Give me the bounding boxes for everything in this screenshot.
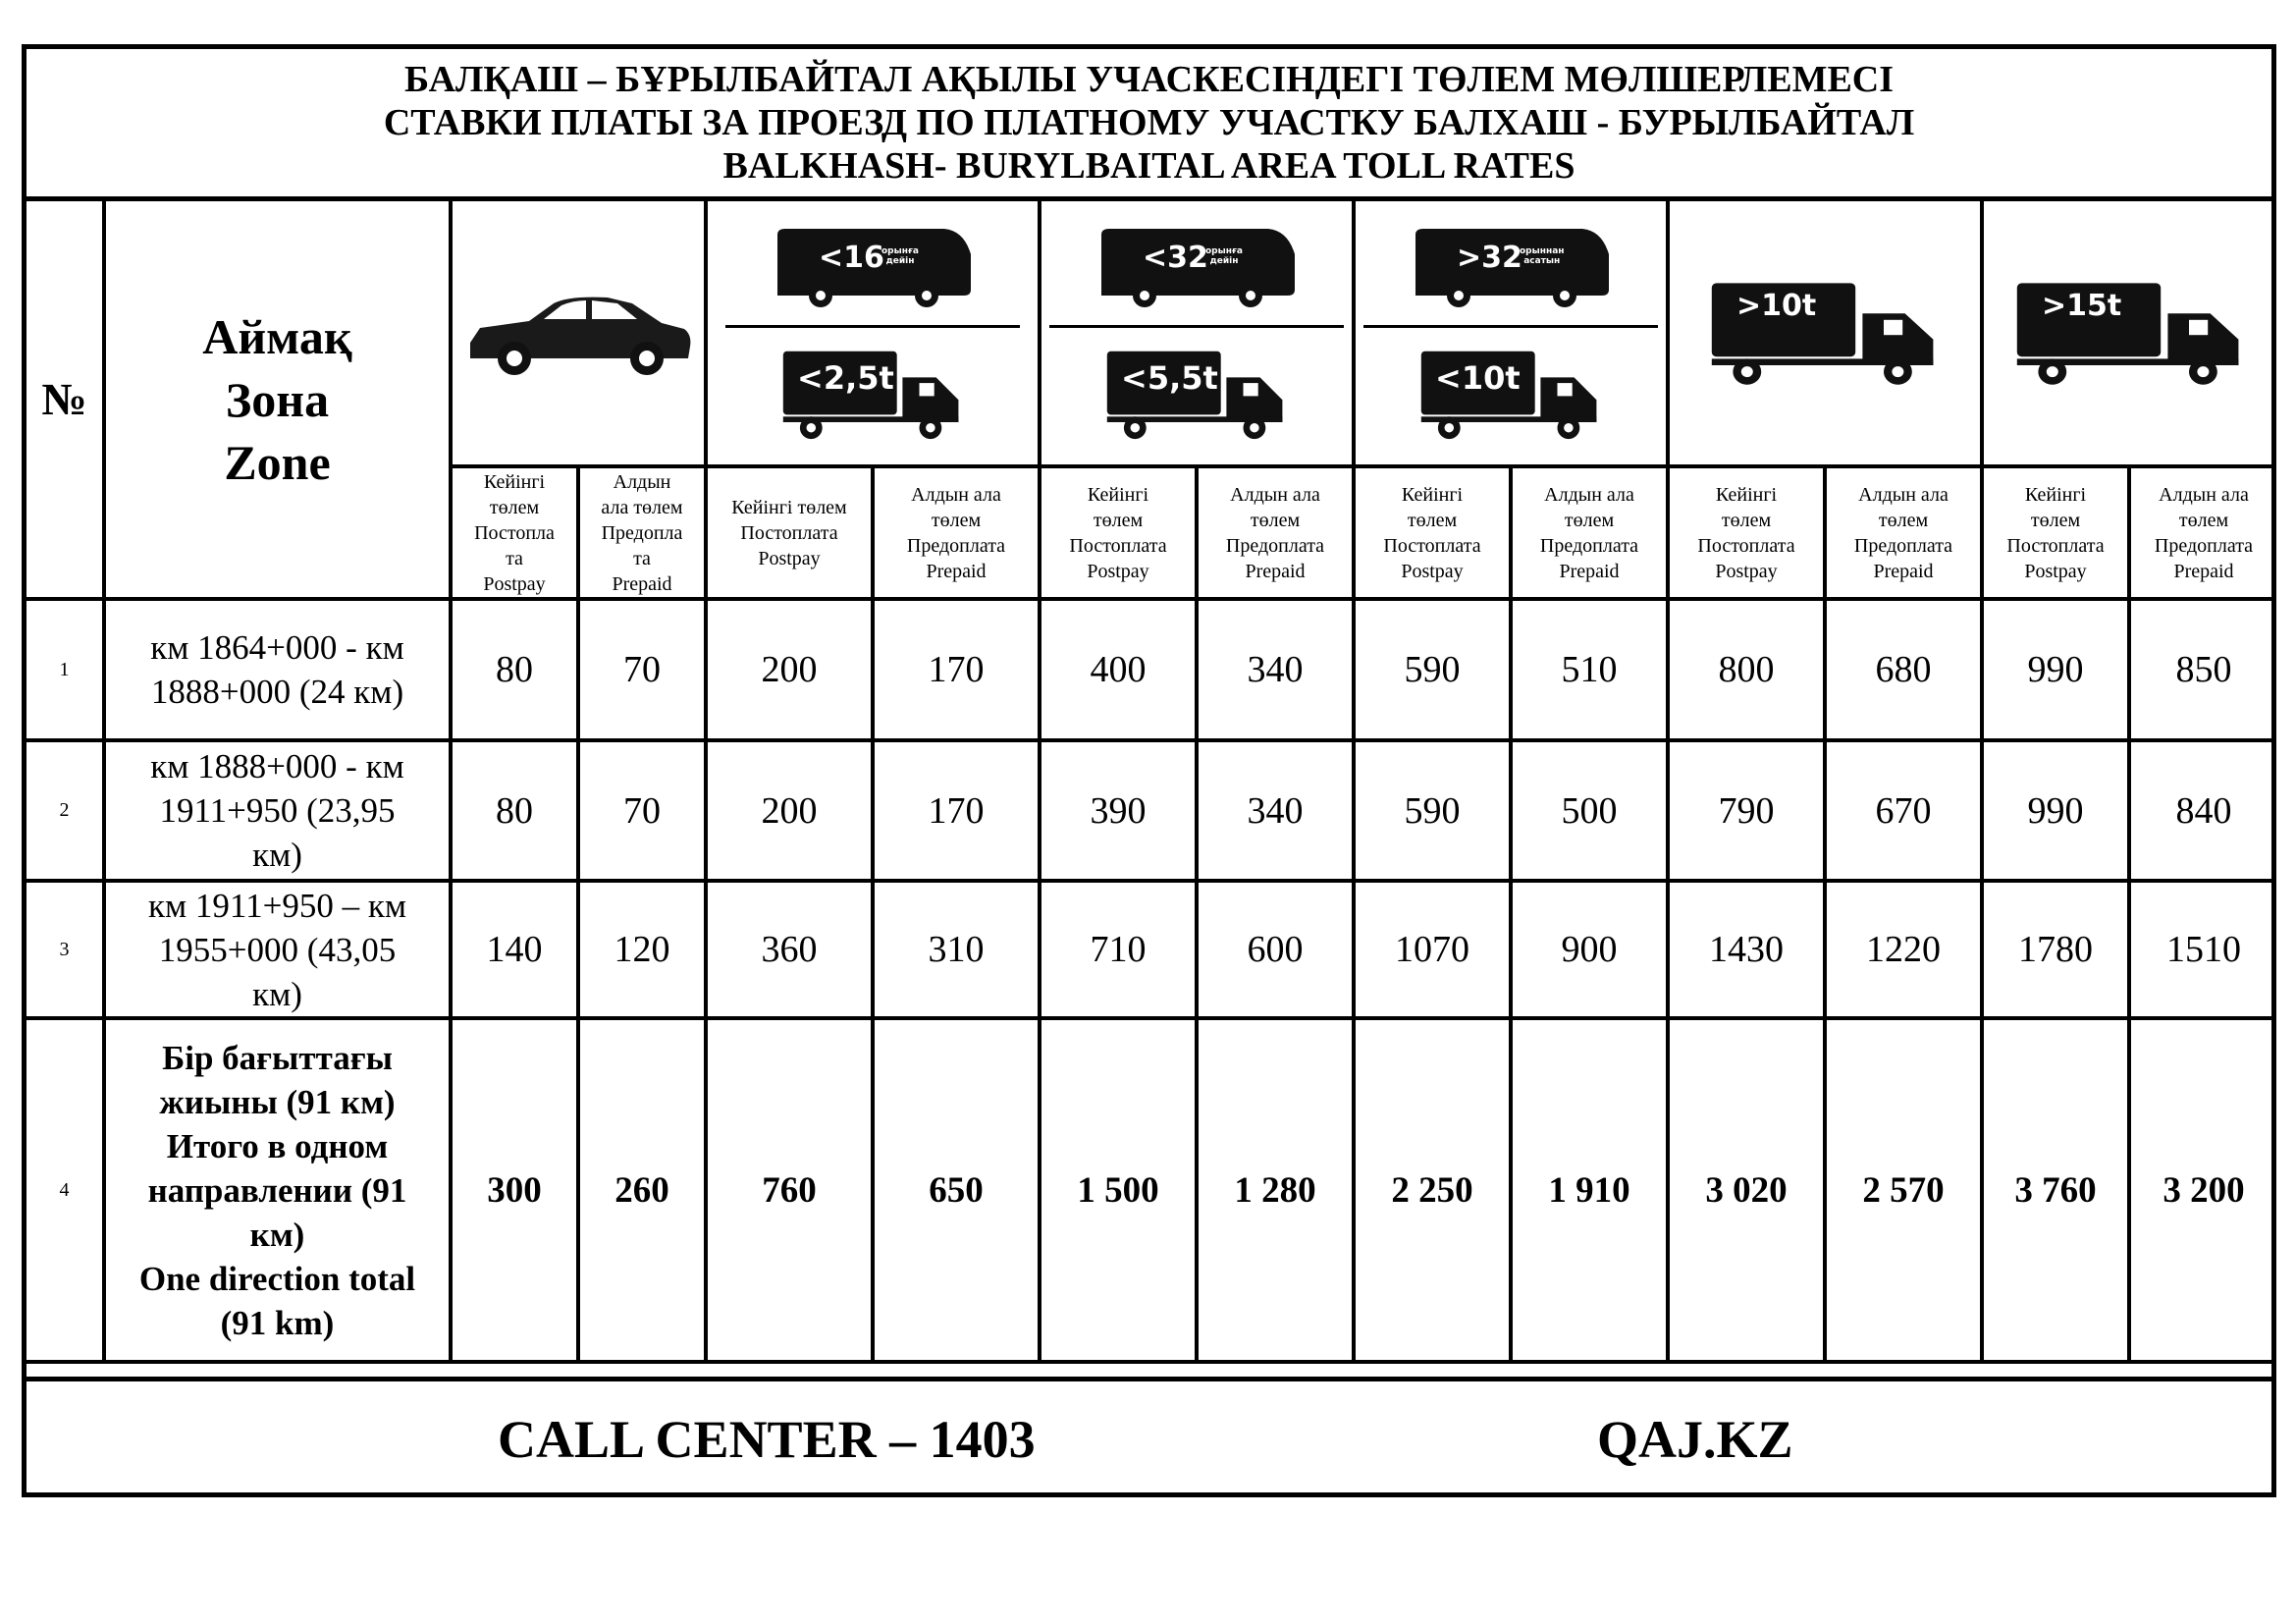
- zone-line: км 1864+000 - км: [150, 628, 404, 667]
- bus-seat-sub-line: дейін: [1209, 256, 1239, 266]
- truck-weight-label: <5,5t: [1121, 359, 1218, 397]
- postpay-header: [1668, 466, 1825, 599]
- bus-seat-sub-line: орынға: [1205, 246, 1243, 256]
- title-block: [27, 49, 2271, 201]
- vehicle-icons-group: [708, 225, 1038, 441]
- row-number: 2: [27, 740, 104, 881]
- bus-seat-sub: [881, 246, 919, 266]
- postpay-header: [1040, 466, 1197, 599]
- total-rate-cell: 2 250: [1354, 1018, 1511, 1362]
- truck-icon: [2012, 279, 2248, 387]
- vehicle-class-4: [1354, 201, 1668, 466]
- total-rate-cell: 2 570: [1825, 1018, 1982, 1362]
- prepaid-header: [873, 466, 1040, 599]
- payment-header-line: Предопла: [601, 521, 683, 544]
- total-rate-cell: 1 500: [1040, 1018, 1197, 1362]
- payment-header-line: төлем: [1564, 509, 1615, 531]
- rate-cell: 990: [1982, 740, 2129, 881]
- zone-header-line: Zone: [224, 434, 331, 490]
- bus-seat-sub-line: дейін: [885, 256, 915, 266]
- rate-cell: 710: [1040, 881, 1197, 1018]
- divider: [725, 325, 1020, 328]
- bus-seat-sub-line: орынға: [881, 246, 919, 256]
- rate-cell: 1070: [1354, 881, 1511, 1018]
- truck-icon: [1417, 348, 1604, 441]
- bus-seat-label: <16: [819, 241, 884, 275]
- payment-header-line: төлем: [1878, 509, 1929, 531]
- header-icons-row: [27, 201, 2276, 466]
- truck-weight-label: >15t: [2042, 289, 2122, 323]
- rate-cell: 590: [1354, 740, 1511, 881]
- bus-seat-sub-line: асатын: [1523, 256, 1561, 266]
- payment-header-line: Алдын ала: [2159, 483, 2249, 506]
- rate-cell: 170: [873, 740, 1040, 881]
- payment-header-line: Предоплата: [1225, 534, 1325, 557]
- title-russian: СТАВКИ ПЛАТЫ ЗА ПРОЕЗД ПО ПЛАТНОМУ УЧАСТКУ БАЛХАШ - БУРЫЛБАЙТАЛ: [383, 102, 1915, 143]
- payment-header-line: Постопла: [474, 521, 555, 544]
- zone-line: км): [252, 836, 302, 874]
- rate-cell: 120: [578, 881, 706, 1018]
- payment-header-line: Постоплата: [1383, 534, 1481, 557]
- rate-cell: 70: [578, 599, 706, 740]
- divider: [1049, 325, 1344, 328]
- payment-header-line: Кейінгі: [2024, 483, 2087, 506]
- payment-header-line: төлем: [2030, 509, 2081, 531]
- rate-cell: 200: [706, 599, 873, 740]
- payment-header-line: Prepaid: [1873, 560, 1934, 582]
- payment-header-line: Предоплата: [1853, 534, 1953, 557]
- payment-header-line: Prepaid: [1245, 560, 1306, 582]
- payment-header-line: ала төлем: [601, 496, 683, 518]
- zone-description: [104, 599, 451, 740]
- payment-header-line: Алдын ала: [1544, 483, 1634, 506]
- payment-header-line: Постоплата: [740, 521, 838, 544]
- rate-cell: 360: [706, 881, 873, 1018]
- prepaid-header: [1511, 466, 1668, 599]
- bus-seat-sub-line: орыннан: [1520, 246, 1565, 256]
- payment-header-line: Prepaid: [926, 560, 987, 582]
- payment-header-line: Кейінгі: [1401, 483, 1464, 506]
- total-rate-cell: 1 280: [1197, 1018, 1354, 1362]
- row-number: 4: [27, 1018, 104, 1362]
- total-rate-cell: 3 760: [1982, 1018, 2129, 1362]
- total-rate-cell: 3 020: [1668, 1018, 1825, 1362]
- rate-cell: 200: [706, 740, 873, 881]
- rate-cell: 70: [578, 740, 706, 881]
- payment-header-line: Postpay: [1401, 560, 1464, 582]
- truck-weight-label: >10t: [1736, 289, 1817, 323]
- bus-icon: [770, 225, 976, 311]
- vehicle-icons-group: [1356, 225, 1666, 441]
- payment-header-line: Алдын: [613, 470, 671, 493]
- bus-icon: [1408, 225, 1614, 311]
- zone-line: 1911+950 (23,95: [159, 791, 396, 830]
- vehicle-class-1: [451, 201, 706, 466]
- rate-cell: 340: [1197, 740, 1354, 881]
- payment-header-line: та: [633, 547, 651, 569]
- truck-weight-label: <2,5t: [797, 359, 894, 397]
- bus-icon: [1094, 225, 1300, 311]
- rate-cell: 510: [1511, 599, 1668, 740]
- rate-cell: 590: [1354, 599, 1511, 740]
- rate-cell: 670: [1825, 740, 1982, 881]
- postpay-header: [451, 466, 578, 599]
- total-rate-cell: 300: [451, 1018, 578, 1362]
- payment-header-line: Алдын ала: [1858, 483, 1949, 506]
- zone-line: Бір бағыттағы: [162, 1038, 393, 1077]
- rate-cell: 500: [1511, 740, 1668, 881]
- truck-weight-label: <10t: [1435, 359, 1521, 397]
- zone-header-line: Зона: [225, 371, 330, 427]
- rate-cell: 1220: [1825, 881, 1982, 1018]
- payment-header-line: Предоплата: [2154, 534, 2254, 557]
- title-english: BALKHASH- BURYLBAITAL AREA TOLL RATES: [722, 145, 1575, 187]
- payment-header-line: төлем: [1721, 509, 1772, 531]
- total-rate-cell: 260: [578, 1018, 706, 1362]
- rate-cell: 800: [1668, 599, 1825, 740]
- zone-line: (91 km): [220, 1303, 335, 1342]
- payment-header-line: Prepaid: [1559, 560, 1620, 582]
- payment-header-line: Алдын ала: [1230, 483, 1320, 506]
- zone-line: км 1888+000 - км: [150, 747, 404, 785]
- total-row: [27, 1018, 2276, 1362]
- zone-line: км 1911+950 – км: [148, 886, 406, 925]
- rate-cell: 850: [2129, 599, 2276, 740]
- rate-cell: 600: [1197, 881, 1354, 1018]
- zone-column-header: [104, 201, 451, 599]
- payment-header-line: Postpay: [1715, 560, 1778, 582]
- vehicle-class-5: [1668, 201, 1982, 466]
- payment-header-line: Postpay: [758, 547, 821, 569]
- postpay-header: [1982, 466, 2129, 599]
- zone-description: [104, 740, 451, 881]
- prepaid-header: [1825, 466, 1982, 599]
- zone-line: One direction total: [138, 1259, 416, 1298]
- payment-header-line: Postpay: [1087, 560, 1149, 582]
- call-center-text: CALL CENTER – 1403: [498, 1410, 1036, 1469]
- table-row: [27, 740, 2276, 881]
- total-rate-cell: 760: [706, 1018, 873, 1362]
- rate-cell: 900: [1511, 881, 1668, 1018]
- prepaid-header: [2129, 466, 2276, 599]
- total-rate-cell: 1 910: [1511, 1018, 1668, 1362]
- zone-line: направлении (91: [147, 1170, 407, 1210]
- truck-icon: [1103, 348, 1290, 441]
- payment-header-line: Кейінгі: [1087, 483, 1149, 506]
- payment-header-line: та: [506, 547, 523, 569]
- prepaid-header: [578, 466, 706, 599]
- payment-header-line: төлем: [1407, 509, 1458, 531]
- rate-cell: 80: [451, 599, 578, 740]
- payment-header-line: төлем: [489, 496, 540, 518]
- payment-header-line: төлем: [1093, 509, 1144, 531]
- payment-header-line: Кейінгі: [483, 470, 546, 493]
- payment-header-line: Postpay: [483, 572, 546, 595]
- bus-seat-label: <32: [1143, 241, 1208, 275]
- rate-cell: 310: [873, 881, 1040, 1018]
- zone-total-description: [104, 1018, 451, 1362]
- payment-header-line: Алдын ала: [911, 483, 1001, 506]
- rate-cell: 990: [1982, 599, 2129, 740]
- zone-line: 1955+000 (43,05: [158, 930, 397, 969]
- rate-cell: 840: [2129, 740, 2276, 881]
- vehicle-class-6: [1982, 201, 2276, 466]
- zone-line: км): [252, 974, 302, 1013]
- row-number: 1: [27, 599, 104, 740]
- rate-cell: 340: [1197, 599, 1354, 740]
- rate-cell: 390: [1040, 740, 1197, 881]
- payment-header-line: төлем: [2178, 509, 2229, 531]
- total-rate-cell: 3 200: [2129, 1018, 2276, 1362]
- vehicle-class-3: [1040, 201, 1354, 466]
- rate-cell: 140: [451, 881, 578, 1018]
- zone-header-line: Аймақ: [202, 308, 352, 364]
- payment-header-line: Постоплата: [1697, 534, 1795, 557]
- row-number: 3: [27, 881, 104, 1018]
- payment-header-line: Prepaid: [2173, 560, 2234, 582]
- payment-header-line: Предоплата: [1539, 534, 1639, 557]
- toll-rates-sheet: [22, 44, 2276, 1497]
- divider: [1363, 325, 1658, 328]
- zone-line: жиыны (91 км): [159, 1082, 396, 1121]
- rate-cell: 1780: [1982, 881, 2129, 1018]
- payment-header-line: Postpay: [2024, 560, 2087, 582]
- payment-header-line: Кейінгі: [1715, 483, 1778, 506]
- payment-header-line: Кейінгі төлем: [731, 496, 847, 518]
- bus-seat-sub: [1205, 246, 1243, 266]
- rate-cell: 790: [1668, 740, 1825, 881]
- postpay-header: [1354, 466, 1511, 599]
- zone-description: [104, 881, 451, 1018]
- payment-header-line: Prepaid: [612, 572, 672, 595]
- rate-cell: 80: [451, 740, 578, 881]
- number-column-header: №: [27, 201, 104, 599]
- rate-cell: 1430: [1668, 881, 1825, 1018]
- car-icon: [460, 274, 696, 392]
- postpay-header: [706, 466, 873, 599]
- zone-line: 1888+000 (24 км): [150, 673, 404, 711]
- payment-header-line: Постоплата: [1069, 534, 1167, 557]
- payment-header-line: Предоплата: [906, 534, 1006, 557]
- rate-cell: 400: [1040, 599, 1197, 740]
- table-row: [27, 881, 2276, 1018]
- rate-cell: 1510: [2129, 881, 2276, 1018]
- zone-line: Итого в одном: [166, 1126, 389, 1165]
- total-rate-cell: 650: [873, 1018, 1040, 1362]
- truck-icon: [779, 348, 966, 441]
- zone-line: км): [249, 1215, 305, 1254]
- vehicle-class-2: [706, 201, 1040, 466]
- table-row: [27, 599, 2276, 740]
- rates-table: [27, 201, 2276, 1364]
- truck-icon: [1707, 279, 1943, 387]
- bus-seat-sub: [1520, 246, 1565, 266]
- bus-seat-label: >32: [1457, 241, 1522, 275]
- prepaid-header: [1197, 466, 1354, 599]
- payment-header-line: төлем: [931, 509, 982, 531]
- title-kazakh: БАЛҚАШ – БҰРЫЛБАЙТАЛ АҚЫЛЫ УЧАСКЕСІНДЕГІ ТӨЛЕМ МӨЛШЕРЛЕМЕСІ: [403, 59, 1895, 100]
- footer: [27, 1377, 2271, 1492]
- payment-header-line: төлем: [1250, 509, 1301, 531]
- rate-cell: 170: [873, 599, 1040, 740]
- rate-cell: 680: [1825, 599, 1982, 740]
- payment-header-line: Постоплата: [2006, 534, 2105, 557]
- website-text: QAJ.KZ: [1597, 1410, 1793, 1469]
- vehicle-icons-group: [1041, 225, 1352, 441]
